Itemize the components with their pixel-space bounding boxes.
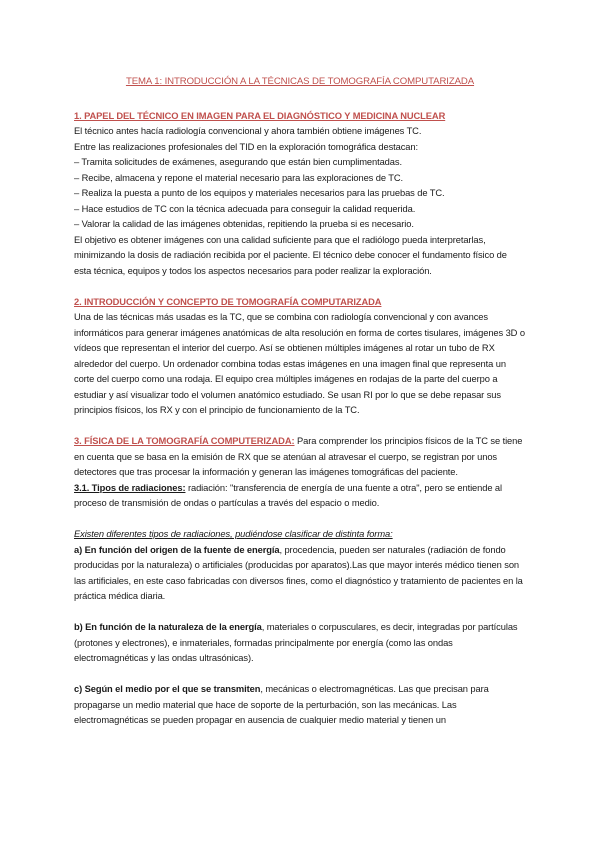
document-content bbox=[74, 74, 526, 729]
section-3-heading: 3. FÍSICA DE LA TOMOGRAFÍA COMPUTERIZADA: bbox=[74, 436, 295, 446]
section-3-paragraph bbox=[74, 434, 526, 481]
spacer bbox=[74, 419, 526, 435]
section-1-paragraph-3: El objetivo es obtener imágenes con una calidad suficiente para que el radiólogo pueda interpretarlas, minimizando la dosis de radiación recibida por el paciente. El técnico debe conocer el fundamento físico de esta técnica, equipos y todos los aspectos necesarios para poder realizar la exploración. bbox=[74, 234, 507, 276]
section-1-paragraph-2: Entre las realizaciones profesionales del TID en la exploración tomográfica destacan: bbox=[74, 141, 418, 152]
list-item: – Valorar la calidad de las imágenes obtenidas, repitiendo la prueba si es necesario. bbox=[74, 219, 414, 229]
section-2-body: Una de las técnicas más usadas es la TC, que se combina con radiología convencional y con avances informáticos para generar imágenes anatómicas de alta resolución en forma de cortes tisulares, imágenes 3D o vídeos que representan el interior del cuerpo. Así se obtienen múltiples imágenes al rotar un tubo de RX alrededor del cuerpo. Un ordenador combina todas estas imágenes en una imagen final que representa un corte del cuerpo como una rodaja. El equipo crea múltiples imágenes en rodajas de la parte del cuerpo a estudiar y así visualizar todo el volumen anatómico estudiado. Se usan RI por lo que se debe repasar sus principios físicos, los RX y con el principio de funcionamiento de la TC. bbox=[74, 312, 525, 415]
section-1-paragraph-1: El técnico antes hacía radiología convencional y ahora también obtiene imágenes TC. bbox=[74, 126, 422, 136]
subsection-3-1-paragraph bbox=[74, 481, 526, 512]
list-item: – Recibe, almacena y repone el material necesario para las exploraciones de TC. bbox=[74, 172, 404, 183]
classification-b bbox=[74, 620, 526, 667]
spacer bbox=[74, 279, 526, 295]
spacer bbox=[74, 605, 526, 621]
classification-c-label: c) Según el medio por el que se transmiten bbox=[74, 684, 261, 694]
section-2-heading: 2. INTRODUCCIÓN Y CONCEPTO DE TOMOGRAFÍA COMPUTARIZADA bbox=[74, 296, 382, 307]
list-item: – Realiza la puesta a punto de los equipos y materiales necesarios para las pruebas de TC. bbox=[74, 188, 445, 198]
subsection-3-1-body: radiación: "transferencia de energía de una fuente a otra", pero se entiende al proceso de transmisión de ondas o partículas a través del espacio o medio. bbox=[74, 482, 503, 508]
subsection-3-1-heading: 3.1. Tipos de radiaciones: bbox=[74, 482, 186, 493]
classification-intro: Existen diferentes tipos de radiaciones, pudiéndose clasificar de distinta forma: bbox=[74, 529, 393, 539]
classification-b-body: , materiales o corpusculares, es decir, integradas por partículas (protones y electrones), e inmateriales, formadas principalmente por energía (como las ondas electromagnéticas y las ondas ultrasónicas). bbox=[74, 622, 518, 663]
section-1-heading: 1. PAPEL DEL TÉCNICO EN IMAGEN PARA EL DIAGNÓSTICO Y MEDICINA NUCLEAR bbox=[74, 110, 446, 121]
list-item: – Hace estudios de TC con la técnica adecuada para conseguir la calidad requerida. bbox=[74, 203, 416, 214]
classification-c-body: , mecánicas o electromagnéticas. Las que precisan para propagarse un medio material que hace de soporte de la perturbación, son las mecánicas. Las electromagnéticas se pueden propagar en ausencia de cualquier medio material y tienen un bbox=[74, 684, 489, 725]
classification-c bbox=[74, 682, 526, 729]
classification-a-body: , procedencia, pueden ser naturales (radiación de fondo producidas por la naturaleza) o artificiales (producidas por aparatos).Las que mayor interés médico tienen son las artificiales, en este caso fabricadas con diversos fines, como el diagnóstico y tratamiento de pacientes en la práctica médica diaria. bbox=[74, 544, 523, 601]
classification-b-label: b) En función de la naturaleza de la energía bbox=[74, 622, 262, 632]
classification-a-label: a) En función del origen de la fuente de energía bbox=[74, 544, 280, 555]
list-item: – Tramita solicitudes de exámenes, asegurando que están bien cumplimentadas. bbox=[74, 157, 402, 167]
spacer bbox=[74, 512, 526, 528]
document-title: TEMA 1: INTRODUCCIÓN A LA TÉCNICAS DE TOMOGRAFÍA COMPUTARIZADA bbox=[125, 76, 475, 87]
section-3-body: Para comprender los principios físicos de la TC se tiene en cuenta que se basa en la emisión de RX que se atenúan al atravesar el cuerpo, se registran por unos detectores que tras procesar la información y generan las imágenes tomográficas del paciente. bbox=[74, 436, 523, 477]
classification-a bbox=[74, 543, 526, 605]
spacer bbox=[74, 667, 526, 683]
